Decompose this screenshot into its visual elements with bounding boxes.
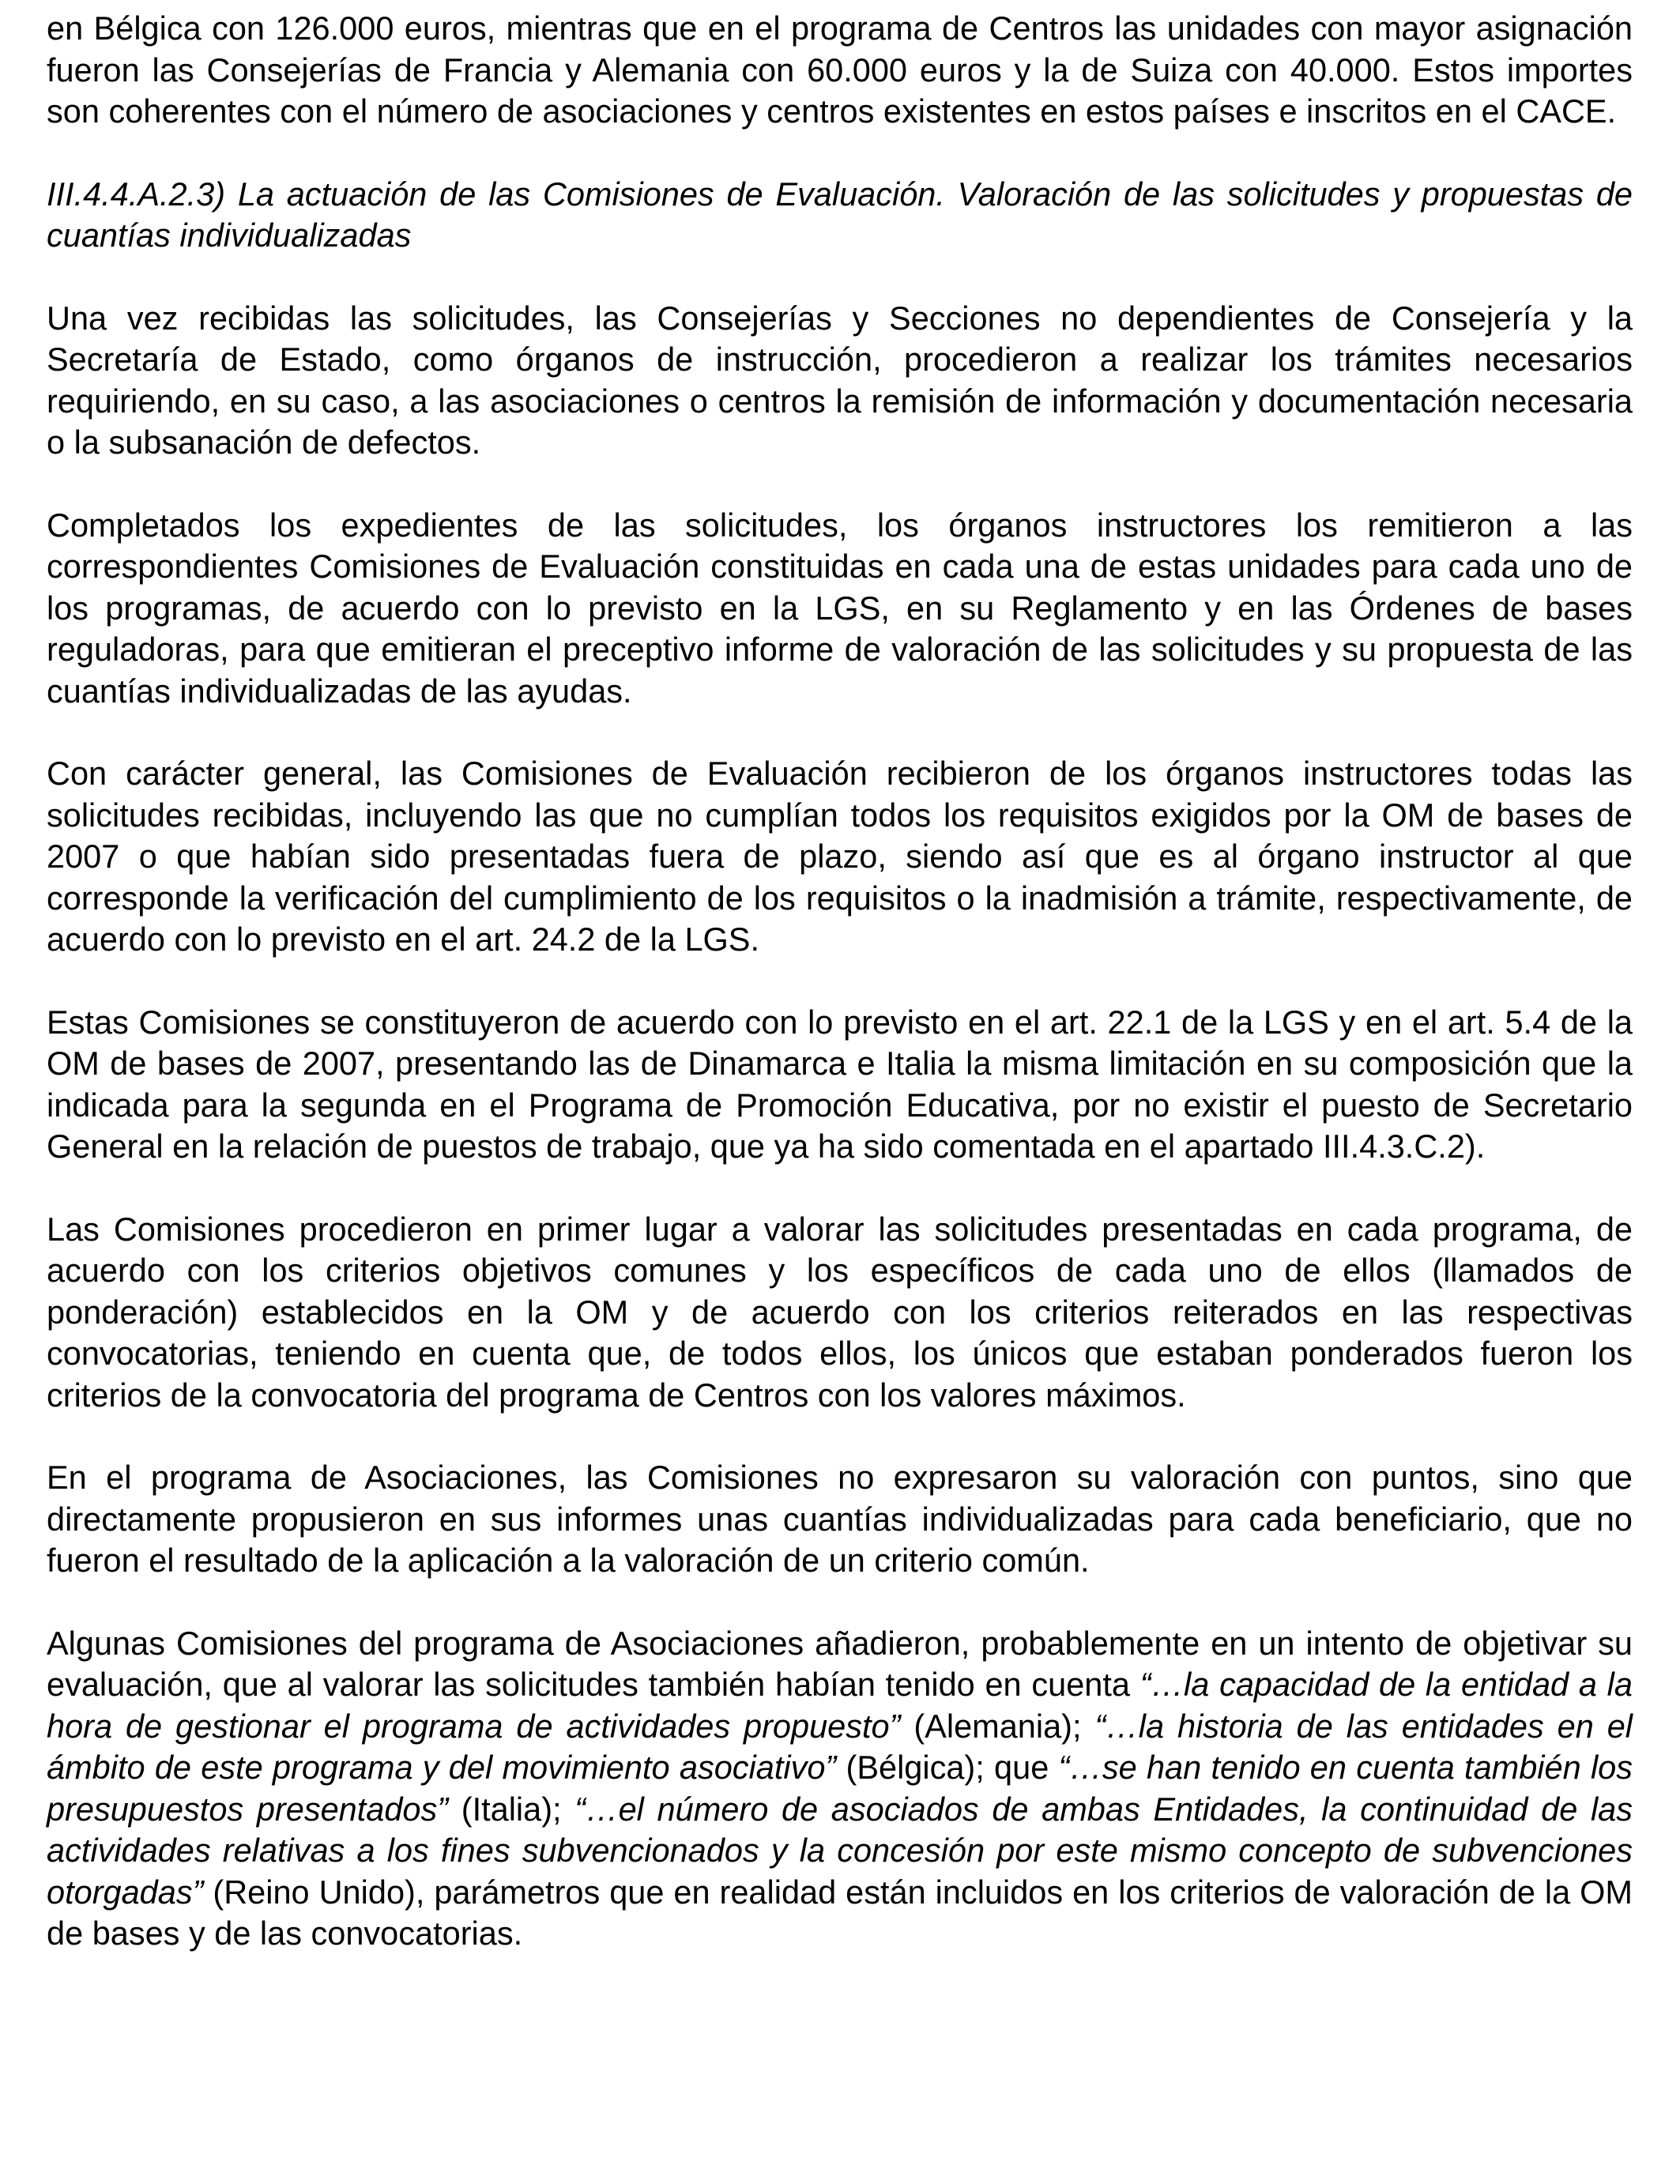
paragraph: Estas Comisiones se constituyeron de acuerdo con lo previsto en el art. 22.1 de la LGS y en el art. 5.4 de la OM de bases de 2007, presentando las de Dinamarca e Italia la misma limitación en su composición que la indicada para la segunda en el Programa de Promoción Educativa, por no existir el puesto de Secretario General en la relación de puestos de trabajo, que ya ha sido comentada en el apartado III.4.3.C.2). xyxy=(47,1003,1633,1165)
document-page xyxy=(47,8,1633,1996)
text-segment: (Italia); xyxy=(448,1790,575,1828)
quote-alemania: “…la capacidad de la entidad a la hora de gestionar el programa de actividades propuesto” xyxy=(47,1666,1633,1745)
paragraph: Una vez recibidas las solicitudes, las Consejerías y Secciones no dependientes de Consejería y la Secretaría de Estado, como órganos de instrucción, procedieron a realizar los trámites necesarios requiriendo, en su caso, a las asociaciones o centros la remisión de información y documentación necesaria o la subsanación de defectos. xyxy=(47,299,1633,461)
quote-reino-unido: “…el número de asociados de ambas Entidades, la continuidad de las actividades relativas a los fines subvencionados y la concesión por este mismo concepto de subvenciones otorgadas” xyxy=(47,1790,1633,1911)
section-heading: III.4.4.A.2.3) La actuación de las Comisiones de Evaluación. Valoración de las solicitudes y propuestas de cuantías individualizadas xyxy=(47,175,1633,254)
quote-italia: “…se han tenido en cuenta también los presupuestos presentados” xyxy=(47,1749,1633,1828)
paragraph: en Bélgica con 126.000 euros, mientras que en el programa de Centros las unidades con mayor asignación fueron las Consejerías de Francia y Alemania con 60.000 euros y la de Suiza con 40.000. Estos importes son coherentes con el número de asociaciones y centros existentes en estos países e inscritos en el CACE. xyxy=(47,9,1633,130)
quote-belgica: “…la historia de las entidades en el ámbito de este programa y del movimiento asociativo” xyxy=(47,1707,1633,1786)
paragraph: Con carácter general, las Comisiones de Evaluación recibieron de los órganos instructores todas las solicitudes recibidas, incluyendo las que no cumplían todos los requisitos exigidos por la OM de bases de 2007 o que habían sido presentadas fuera de plazo, siendo así que es al órgano instructor al que corresponde la verificación del cumplimiento de los requisitos o la inadmisión a trámite, respectivamente, de acuerdo con lo previsto en el art. 24.2 de la LGS. xyxy=(47,755,1633,958)
text-segment: (Alemania); xyxy=(900,1707,1095,1745)
text-segment: (Reino Unido), parámetros que en realidad están incluidos en los criterios de valoración de la OM de bases y de las convocatorias. xyxy=(47,1873,1633,1952)
paragraph: Las Comisiones procedieron en primer lugar a valorar las solicitudes presentadas en cada programa, de acuerdo con los criterios objetivos comunes y los específicos de cada uno de ellos (llamados de ponderación) establecidos en la OM y de acuerdo con los criterios reiterados en las respectivas convocatorias, teniendo en cuenta que, de todos ellos, los únicos que estaban ponderados fueron los criterios de la convocatoria del programa de Centros con los valores máximos. xyxy=(47,1210,1633,1414)
paragraph: Completados los expedientes de las solicitudes, los órganos instructores los remitieron a las correspondientes Comisiones de Evaluación constituidas en cada una de estas unidades para cada uno de los programas, de acuerdo con lo previsto en la LGS, en su Reglamento y en las Órdenes de bases reguladoras, para que emitieran el preceptivo informe de valoración de las solicitudes y su propuesta de las cuantías individualizadas de las ayudas. xyxy=(47,506,1633,710)
paragraph-with-quotes xyxy=(47,1623,1633,1955)
text-segment: Algunas Comisiones del programa de Asociaciones añadieron, probablemente en un intento de objetivar su evaluación, que al valorar las solicitudes también habían tenido en cuenta xyxy=(47,1624,1633,1703)
paragraph: En el programa de Asociaciones, las Comisiones no expresaron su valoración con puntos, sino que directamente propusieron en sus informes unas cuantías individualizadas para cada beneficiario, que no fueron el resultado de la aplicación a la valoración de un criterio común. xyxy=(47,1459,1633,1579)
text-segment: (Bélgica); que xyxy=(836,1749,1059,1786)
